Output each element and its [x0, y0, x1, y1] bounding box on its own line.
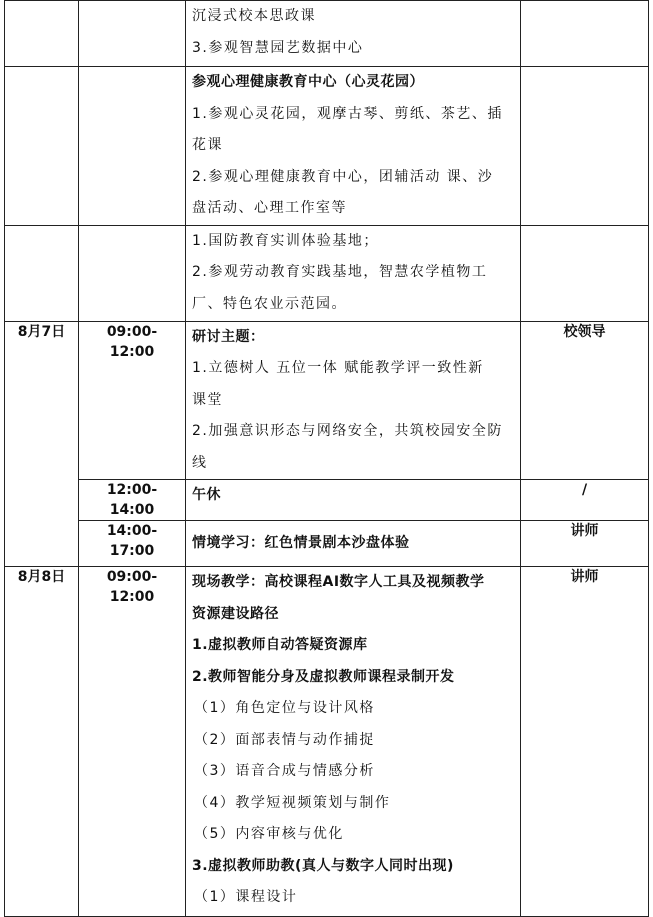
content-line: 课堂 — [192, 391, 223, 408]
person-cell: / — [521, 480, 649, 521]
table-row — [5, 67, 649, 226]
content-cell — [186, 321, 521, 480]
sub-item: （4）教学短视频策划与制作 — [194, 794, 391, 811]
sub-item: （1）角色定位与设计风格 — [194, 700, 375, 716]
time-cell-empty — [79, 1, 186, 67]
time-cell: 12:00-14:00 — [79, 480, 186, 521]
content-cell — [186, 225, 521, 321]
person-cell-empty — [521, 1, 649, 67]
content-line: 1.参观心灵花园，观摩古琴、剪纸、茶艺、插 — [192, 105, 503, 122]
content-title: 情境学习：红色情景剧本沙盘体验 — [192, 534, 410, 551]
content-title: 2.教师智能分身及虚拟教师课程录制开发 — [192, 668, 455, 685]
content-line: 盘活动、心理工作室等 — [192, 200, 347, 216]
time-cell: 14:00-17:00 — [79, 521, 186, 567]
person-cell: 校领导 — [521, 321, 649, 480]
content-title: 1.虚拟教师自动答疑资源库 — [192, 637, 368, 653]
content-line: 花课 — [192, 137, 223, 153]
time-cell: 09:00-12:00 — [79, 321, 186, 480]
person-cell: 讲师 — [521, 567, 649, 917]
content-title: 资源建设路径 — [192, 605, 279, 622]
time-cell: 09:00-12:00 — [79, 567, 186, 917]
sub-item: （2）面部表情与动作捕捉 — [194, 731, 375, 748]
content-line: 1.立德树人 五位一体 赋能教学评一致性新 — [192, 360, 484, 376]
content-cell — [186, 480, 521, 521]
date-cell-empty — [5, 67, 79, 226]
content-title: 3.虚拟教师助教(真人与数字人同时出现) — [192, 857, 454, 874]
date-cell: 8月8日 — [5, 567, 79, 917]
content-cell — [186, 67, 521, 226]
table-row — [5, 567, 649, 917]
time-cell-empty — [79, 225, 186, 321]
content-line: 2.加强意识形态与网络安全，共筑校园安全防 — [192, 423, 503, 439]
content-title: 现场教学：高校课程AI数字人工具及视频教学 — [192, 574, 485, 590]
content-line: 1.国防教育实训体验基地； — [192, 232, 379, 249]
sub-item: （5）内容审核与优化 — [194, 826, 344, 842]
content-cell — [186, 567, 521, 917]
content-title: 午休 — [192, 487, 221, 503]
schedule-table — [4, 0, 649, 917]
content-title: 研讨主题： — [192, 328, 265, 345]
content-line: 2.参观劳动教育实践基地，智慧农学植物工 — [192, 264, 488, 280]
table-row — [5, 521, 649, 567]
content-cell — [186, 1, 521, 67]
person-cell-empty — [521, 67, 649, 226]
person-cell: 讲师 — [521, 521, 649, 567]
table-row — [5, 321, 649, 480]
content-title: 参观心理健康教育中心（心灵花园） — [192, 74, 424, 90]
sub-item: （3）语音合成与情感分析 — [194, 763, 375, 779]
table-row — [5, 1, 649, 67]
content-line: 2.参观心理健康教育中心，团辅活动 课、沙 — [192, 168, 494, 185]
sub-item: （1）课程设计 — [194, 889, 298, 905]
table-row — [5, 480, 649, 521]
date-cell-empty — [5, 1, 79, 67]
person-cell-empty — [521, 225, 649, 321]
content-line: 3.参观智慧园艺数据中心 — [192, 39, 364, 56]
date-cell: 8月7日 — [5, 321, 79, 567]
content-line: 线 — [192, 454, 208, 471]
content-line: 厂、特色农业示范园。 — [192, 295, 347, 312]
content-cell — [186, 521, 521, 567]
time-cell-empty — [79, 67, 186, 226]
table-row — [5, 225, 649, 321]
date-cell-empty — [5, 225, 79, 321]
content-line: 沉浸式校本思政课 — [192, 8, 316, 24]
